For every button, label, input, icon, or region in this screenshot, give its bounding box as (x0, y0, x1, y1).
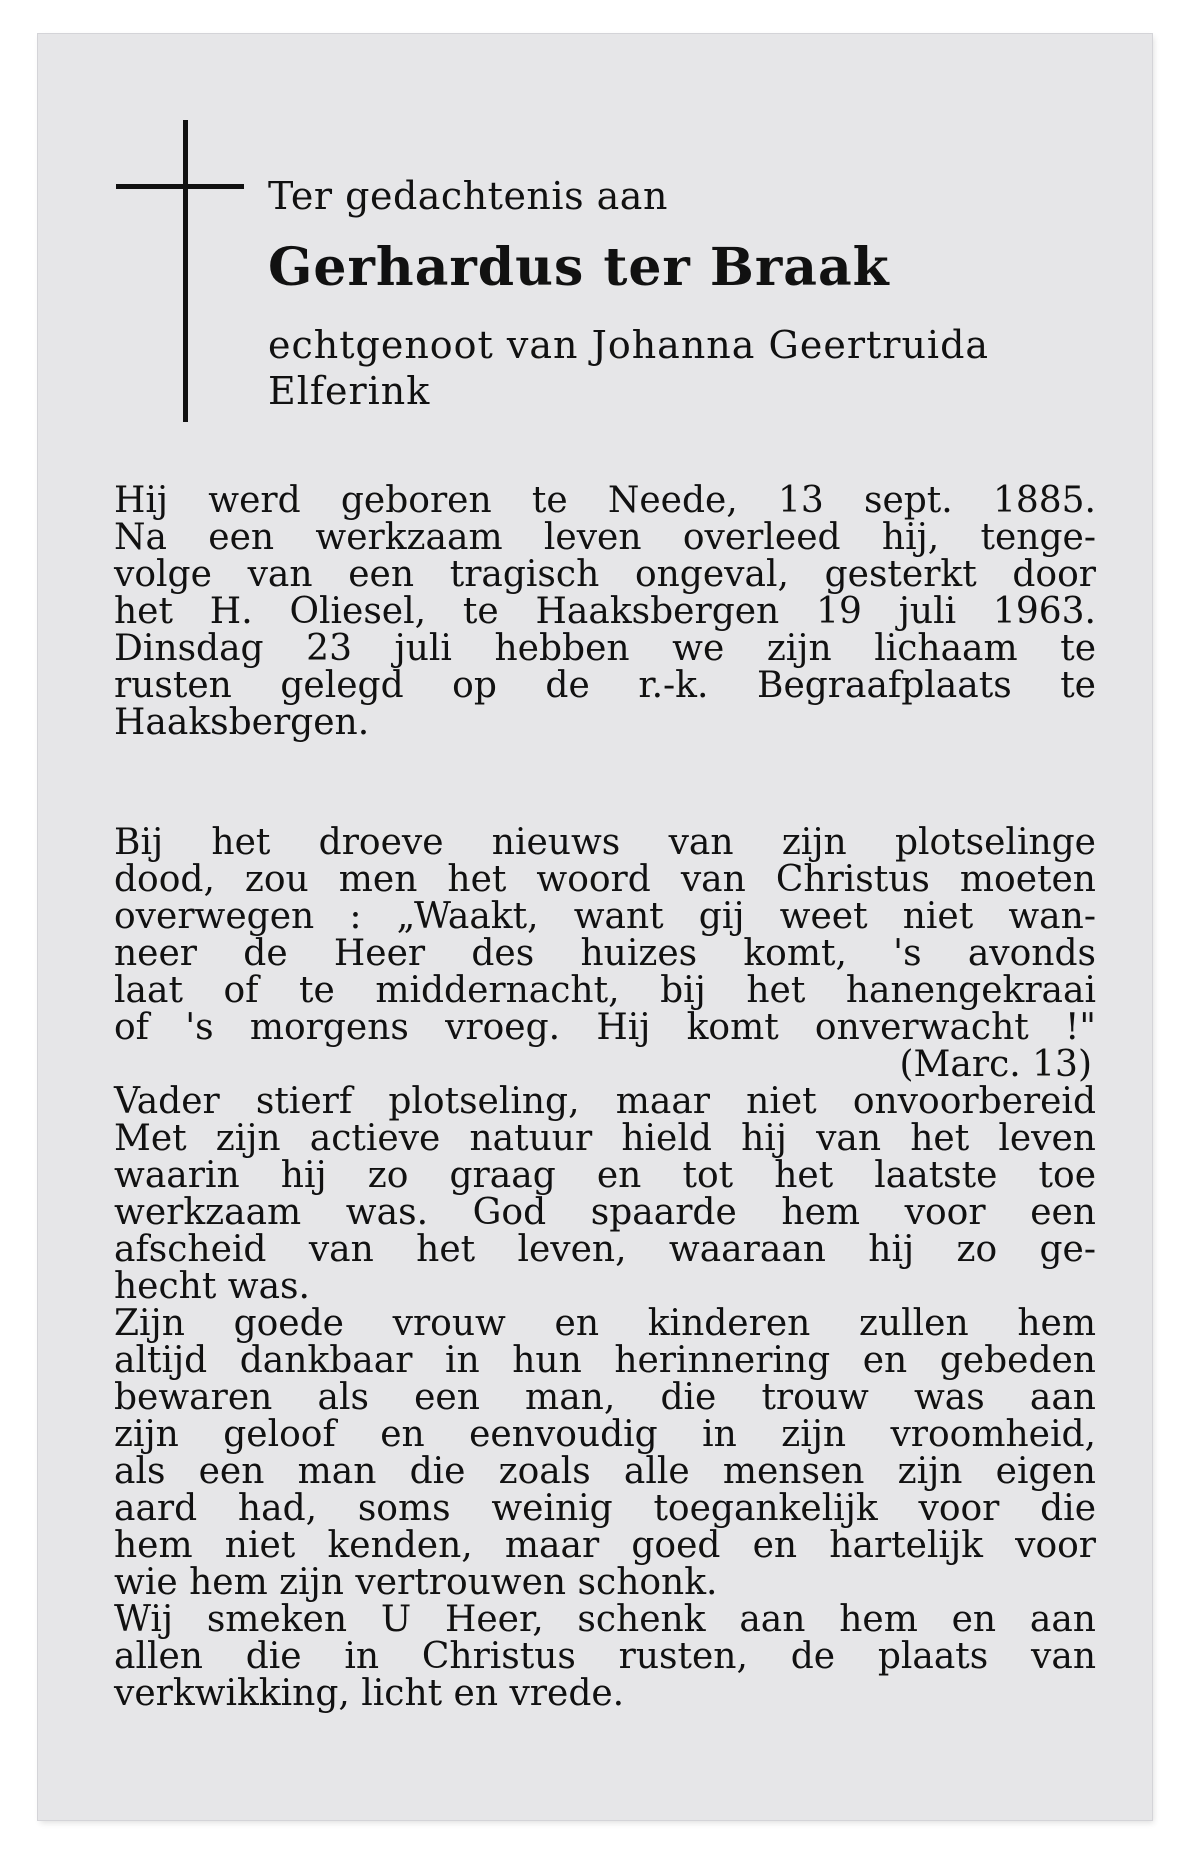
text-line: altijd dankbaar in hun herinnering en gebeden (114, 1340, 1096, 1381)
text-line: zijn geloof en eenvoudig in zijn vroomheid, (114, 1414, 1096, 1455)
text-line: allen die in Christus rusten, de plaats van (114, 1636, 1096, 1677)
text-line: rusten gelegd op de r.-k. Begraafplaats te (114, 665, 1096, 706)
cross-icon-bar (116, 184, 244, 189)
text-line: Met zijn actieve natuur hield hij van het leven (114, 1118, 1096, 1159)
text-line: Vader stierf plotseling, maar niet onvoorbereid (114, 1081, 1096, 1122)
memorial-card (38, 34, 1152, 1820)
deceased-name: Gerhardus ter Braak (268, 237, 890, 298)
text-line: bewaren als een man, die trouw was aan (114, 1377, 1096, 1418)
text-line: Dinsdag 23 juli hebben we zijn lichaam te (114, 628, 1096, 669)
text-line: Zijn goede vrouw en kinderen zullen hem (114, 1303, 1096, 1344)
text-line: Bij het droeve nieuws van zijn plotselinge (114, 822, 1096, 863)
text-line: of 's morgens vroeg. Hij komt onverwacht !" (114, 1007, 1096, 1048)
text-line: aard had, soms weinig toegankelijk voor die (114, 1488, 1096, 1529)
text-line: afscheid van het leven, waaraan hij zo ge- (114, 1229, 1096, 1270)
text-line: wie hem zijn vertrouwen schonk. (114, 1562, 718, 1603)
reflection-paragraph (114, 824, 1096, 1712)
text-line: Wij smeken U Heer, schenk aan hem en aan (114, 1599, 1096, 1640)
text-line: verkwikking, licht en vrede. (114, 1673, 625, 1714)
text-line: Haaksbergen. (114, 702, 370, 743)
text-line: dood, zou men het woord van Christus moeten (114, 859, 1096, 900)
text-line: Na een werkzaam leven overleed hij, tenge- (114, 517, 1096, 558)
life-paragraph (114, 482, 1096, 741)
card-header (268, 172, 1108, 414)
scripture-reference: (Marc. 13) (899, 1044, 1092, 1085)
text-line: laat of te middernacht, bij het hanengekraai (114, 970, 1096, 1011)
text-line: hecht was. (114, 1266, 310, 1307)
text-line: volge van een tragisch ongeval, gesterkt door (114, 554, 1096, 595)
text-line: het H. Oliesel, te Haaksbergen 19 juli 1963. (114, 591, 1096, 632)
text-line: neer de Heer des huizes komt, 's avonds (114, 933, 1096, 974)
spouse-line-1: echtgenoot van Johanna Geertruida (268, 323, 990, 367)
text-line: hem niet kenden, maar goed en hartelijk voor (114, 1525, 1096, 1566)
text-line: werkzaam was. God spaarde hem voor een (114, 1192, 1096, 1233)
text-line: overwegen : „Waakt, want gij weet niet wan- (114, 896, 1096, 937)
text-line: als een man die zoals alle mensen zijn eigen (114, 1451, 1096, 1492)
memorial-intro: Ter gedachtenis aan (268, 174, 668, 218)
spouse-line-2: Elferink (268, 369, 431, 413)
spouse-line (268, 322, 1108, 414)
text-line: Hij werd geboren te Neede, 13 sept. 1885. (114, 480, 1096, 521)
text-line: waarin hij zo graag en tot het laatste toe (114, 1155, 1096, 1196)
cross-icon (183, 120, 188, 422)
